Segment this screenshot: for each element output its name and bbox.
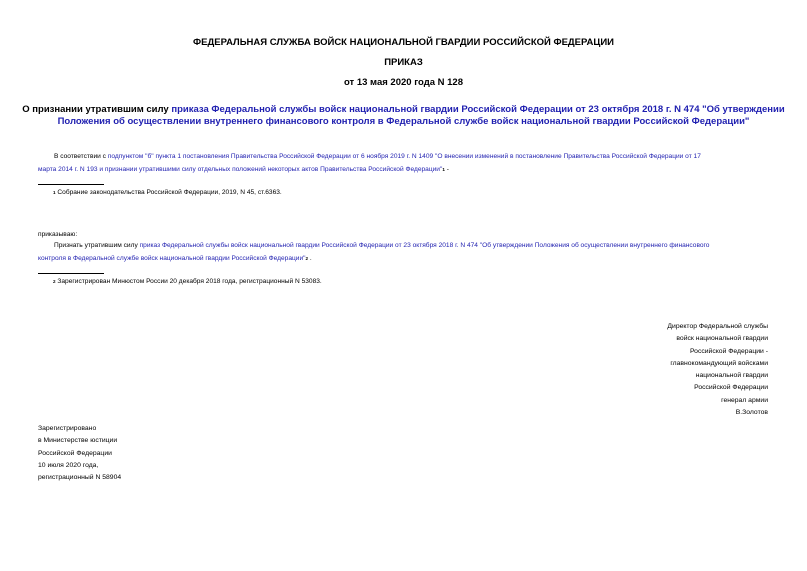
- order-link-line1[interactable]: приказ Федеральной службы войск национальной гвардии Российской Федерации от 23 октября 2018 г. N 474 "Об утверждении Положения об осуществлении внутреннего финансового: [139, 242, 710, 249]
- doc-type-heading: ПРИКАЗ: [384, 57, 423, 68]
- preamble-text-before: В соответствии с: [54, 153, 108, 160]
- document-title: [0, 104, 807, 128]
- signature-line: Директор Федеральной службы: [667, 323, 768, 330]
- title-prefix: О признании утратившим силу: [22, 104, 172, 115]
- signature-line: В.Золотов: [735, 409, 768, 417]
- footnote-ref-2[interactable]: 2: [305, 255, 309, 261]
- registration-line: Российской Федерации: [38, 449, 112, 457]
- signature-block: [667, 321, 768, 419]
- footnote-divider-2: [38, 273, 104, 274]
- registration-line: регистрационный N 58904: [38, 474, 122, 482]
- signature-line: войск национальной гвардии: [676, 335, 768, 343]
- footnote-2: [53, 278, 322, 285]
- order-link-line2[interactable]: контроля в Федеральной службе войск национальной гвардии Российской Федерации": [38, 254, 306, 262]
- registration-line: 10 июля 2020 года,: [38, 461, 99, 469]
- order-word: приказываю:: [38, 231, 78, 238]
- registration-block: [38, 423, 121, 484]
- footnote-2-text: Зарегистрирован Минюстом России 20 декабря 2018 года, регистрационный N 53083.: [55, 278, 322, 285]
- signature-line: Российской Федерации: [694, 384, 768, 392]
- doc-date-number: от 13 мая 2020 года N 128: [343, 77, 464, 88]
- footnote-2-mark: 2: [53, 279, 56, 284]
- signature-line: главнокомандующий войсками: [670, 359, 768, 367]
- order-text-before: Признать утратившим силу: [54, 242, 140, 249]
- footnote-1-text: Собрание законодательства Российской Федерации, 2019, N 45, ст.6363.: [55, 189, 282, 196]
- registration-line: Зарегистрировано: [38, 425, 97, 432]
- preamble-paragraph: [38, 151, 778, 176]
- signature-line: национальной гвардии: [695, 372, 768, 380]
- footnote-1: [53, 189, 282, 196]
- registration-line: в Министерстве юстиции: [38, 437, 118, 445]
- agency-heading: ФЕДЕРАЛЬНАЯ СЛУЖБА ВОЙСК НАЦИОНАЛЬНОЙ ГВАРДИИ РОССИЙСКОЙ ФЕДЕРАЦИИ: [193, 37, 614, 48]
- order-paragraph: [38, 240, 788, 265]
- title-link-line1[interactable]: приказа Федеральной службы войск национальной гвардии Российской Федерации от 23 октября 2018 г. N 474 "Об утверждении: [171, 104, 785, 115]
- preamble-text-after: -: [444, 165, 449, 173]
- footnote-1-mark: 1: [53, 190, 56, 195]
- preamble-link-line1[interactable]: подпунктом "б" пункта 1 постановления Правительства Российской Федерации от 6 ноября 2019 г. N 1409 "О внесении изменений в постановление Правительства Российской Федерации от 17: [107, 153, 701, 160]
- title-link-line2[interactable]: Положения об осуществлении внутреннего финансового контроля в Федеральной службе войск национальной гвардии Российской Федерации": [57, 116, 750, 127]
- footnote-ref-1[interactable]: 1: [442, 166, 445, 172]
- signature-line: Российской Федерации -: [689, 347, 768, 355]
- signature-line: генерал армии: [721, 396, 768, 404]
- preamble-link-line2[interactable]: марта 2014 г. N 193 и признании утратившими силу отдельных положений некоторых актов Правительства Российской Федерации": [38, 165, 443, 173]
- footnote-divider-1: [38, 184, 104, 185]
- order-text-after: .: [308, 254, 312, 262]
